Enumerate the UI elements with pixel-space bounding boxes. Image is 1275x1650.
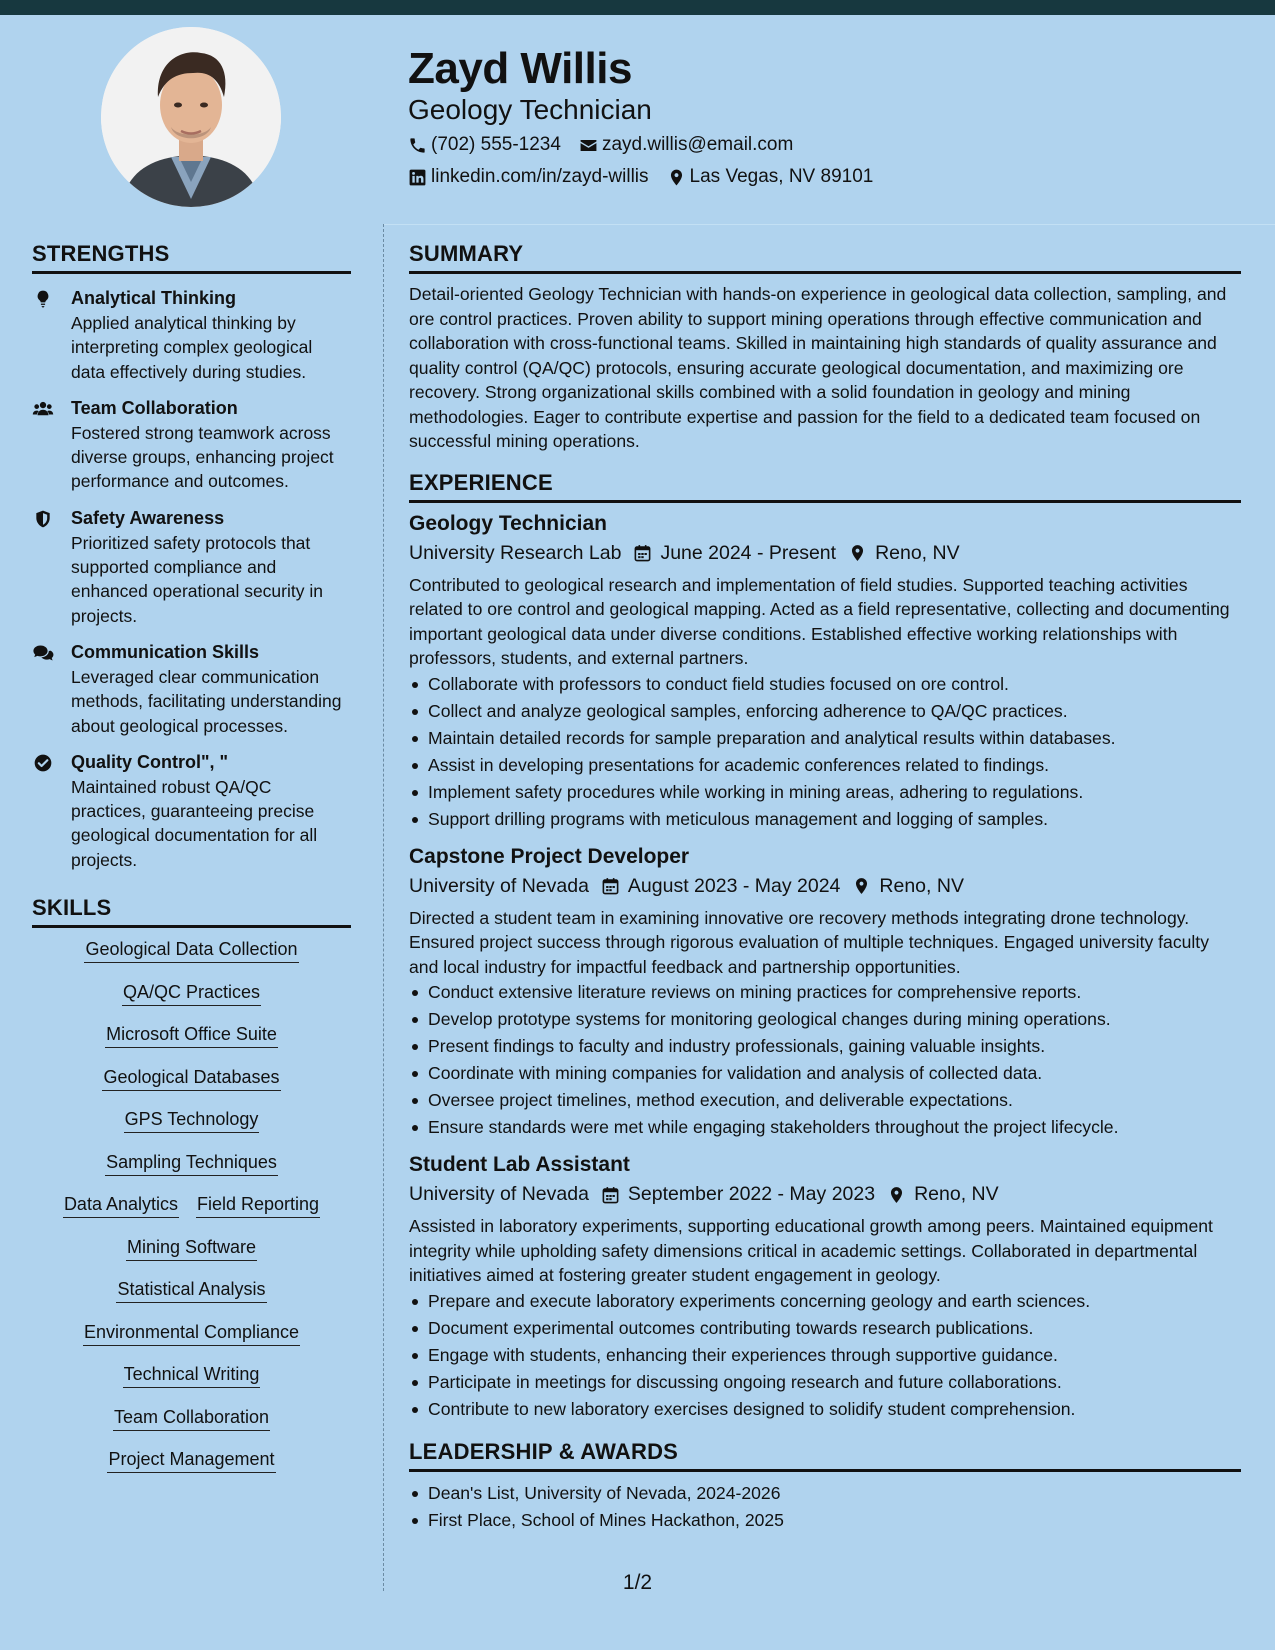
job-location	[848, 542, 960, 565]
map-pin-icon	[852, 876, 871, 896]
top-bar	[0, 0, 1275, 15]
strength-item	[32, 397, 351, 494]
skill-tag: Team Collaboration	[113, 1405, 270, 1431]
skill-tag: Microsoft Office Suite	[105, 1022, 278, 1048]
strength-title: Communication Skills	[71, 641, 260, 662]
job-location	[887, 1183, 999, 1206]
phone-contact[interactable]	[408, 134, 561, 156]
map-pin-icon	[667, 168, 686, 187]
job-bullets	[409, 671, 1241, 833]
job-description: Contributed to geological research and implementation of field studies. Supported teaching activities related to ore control and geological mapping. Acted as a field representative, collecting and documenting important geological data under diverse conditions. Established effective working relationships with professors, students, and external partners.	[409, 574, 1230, 668]
strength-desc: Fostered strong teamwork across diverse groups, enhancing project performance and outcomes.	[71, 422, 334, 492]
bullet-item: Ensure standards were met while engaging stakeholders throughout the project lifecycle.	[409, 1114, 1241, 1141]
left-column	[32, 241, 351, 1490]
skill-tag: Sampling Techniques	[105, 1150, 278, 1176]
skill-tag: GPS Technology	[124, 1107, 260, 1133]
skill-tag: QA/QC Practices	[122, 980, 261, 1006]
email-text: zayd.willis@email.com	[601, 134, 794, 155]
bullet-item: Maintain detailed records for sample preparation and analytical results within databases.	[409, 725, 1241, 752]
job-dates-text: June 2024 - Present	[660, 541, 837, 564]
job-description: Assisted in laboratory experiments, supporting educational growth among peers. Maintained equipment integrity while upholding safety dimensions critical in academic settings. Collaborated in departmental initiatives aimed at fostering greater student engagement in geology.	[409, 1216, 1213, 1285]
job-dates	[601, 1183, 875, 1206]
job-org: University Research Lab	[409, 541, 622, 564]
strength-title: Analytical Thinking	[71, 288, 237, 308]
header-separator	[383, 224, 1275, 225]
linkedin-contact[interactable]	[408, 166, 649, 188]
strength-item	[32, 641, 351, 738]
bullet-item: Collect and analyze geological samples, enforcing adherence to QA/QC practices.	[409, 698, 1241, 725]
skill-tag: Data Analytics	[63, 1192, 179, 1218]
contact-row-2	[408, 166, 891, 188]
bullet-item: Support drilling programs with meticulous management and logging of samples.	[409, 806, 1241, 833]
experience-entry	[409, 845, 1241, 1142]
experience-entry	[409, 1153, 1241, 1423]
strength-title: Safety Awareness	[71, 507, 225, 528]
strength-item	[32, 751, 351, 872]
skill-tag: Project Management	[107, 1447, 275, 1473]
location-text: Las Vegas, NV 89101	[689, 166, 874, 187]
bullet-item: Collaborate with professors to conduct field studies focused on ore control.	[409, 671, 1241, 698]
skill-tag: Technical Writing	[123, 1362, 261, 1388]
job-dates-text: September 2022 - May 2023	[627, 1183, 876, 1205]
check-circle-icon	[32, 753, 54, 773]
calendar-icon	[633, 543, 652, 563]
envelope-icon	[579, 136, 598, 155]
experience-heading: EXPERIENCE	[409, 470, 1241, 503]
experience-entry	[409, 512, 1241, 833]
job-title: Geology Technician	[409, 511, 607, 535]
email-contact[interactable]	[579, 134, 793, 156]
job-dates-text: August 2023 - May 2024	[627, 874, 841, 897]
job-dates	[601, 875, 840, 898]
strength-item	[32, 507, 351, 628]
bullet-item: Develop prototype systems for monitoring geological changes during mining operations.	[409, 1006, 1241, 1033]
avatar-illustration	[101, 27, 281, 207]
job-org: University of Nevada	[409, 1183, 589, 1205]
skills-heading: SKILLS	[32, 895, 351, 928]
lightbulb-icon	[32, 289, 54, 309]
job-bullets	[409, 1288, 1241, 1423]
strength-item	[32, 287, 351, 384]
bullet-item: Conduct extensive literature reviews on mining practices for comprehensive reports.	[409, 979, 1241, 1006]
strength-desc: Applied analytical thinking by interpreting complex geological data effectively during studies.	[71, 313, 313, 382]
strength-title: Quality Control", "	[71, 751, 229, 772]
leadership-heading: LEADERSHIP & AWARDS	[409, 1439, 1241, 1472]
job-description: Directed a student team in examining innovative ore recovery methods integrating drone technology. Ensured project success through rigorous evaluation of multiple techniques. Engaged university faculty and local industry for impactful feedback and partnership opportunities.	[409, 907, 1209, 977]
candidate-name: Zayd Willis	[408, 44, 632, 93]
skill-tag: Mining Software	[126, 1235, 257, 1261]
award-item: Dean's List, University of Nevada, 2024-2026	[409, 1480, 1241, 1507]
page-number: 1/2	[622, 1571, 653, 1594]
linkedin-icon	[408, 168, 427, 187]
job-title: Student Lab Assistant	[409, 1153, 630, 1176]
job-title: Capstone Project Developer	[409, 844, 690, 868]
skills-list	[32, 937, 351, 1473]
skill-tag: Field Reporting	[196, 1192, 320, 1218]
map-pin-icon	[887, 1185, 906, 1205]
map-pin-icon	[848, 543, 867, 563]
job-meta	[409, 1183, 1241, 1206]
right-column	[409, 241, 1241, 1534]
job-meta	[409, 875, 1241, 898]
bullet-item: Coordinate with mining companies for validation and analysis of collected data.	[409, 1060, 1241, 1087]
job-location-text: Reno, NV	[875, 541, 960, 564]
bullet-item: Present findings to faculty and industry professionals, gaining valuable insights.	[409, 1033, 1241, 1060]
job-location	[852, 875, 964, 898]
strengths-heading: STRENGTHS	[32, 241, 351, 274]
bullet-item: Prepare and execute laboratory experiments concerning geology and earth sciences.	[409, 1288, 1241, 1315]
calendar-icon	[601, 1185, 620, 1205]
bullet-item: Document experimental outcomes contributing towards research publications.	[409, 1315, 1241, 1342]
column-divider	[383, 224, 384, 1591]
summary-heading: SUMMARY	[409, 241, 1241, 274]
job-org: University of Nevada	[409, 874, 589, 897]
bullet-item: Implement safety procedures while working in mining areas, adhering to regulations.	[409, 779, 1241, 806]
users-icon	[32, 399, 54, 419]
awards-list	[409, 1480, 1241, 1534]
phone-text: (702) 555-1234	[431, 134, 561, 155]
job-location-text: Reno, NV	[879, 874, 964, 897]
bullet-item: Engage with students, enhancing their experiences through supportive guidance.	[409, 1342, 1241, 1369]
location-contact	[667, 166, 874, 188]
skill-tag: Geological Databases	[102, 1065, 280, 1091]
comments-icon	[32, 643, 54, 663]
skill-tag: Statistical Analysis	[116, 1277, 266, 1303]
bullet-item: Assist in developing presentations for academic conferences related to findings.	[409, 752, 1241, 779]
job-dates	[633, 542, 836, 565]
calendar-icon	[601, 876, 620, 896]
strength-title: Team Collaboration	[71, 397, 238, 418]
shield-icon	[32, 509, 54, 529]
contact-row-1	[408, 134, 811, 156]
strength-desc: Maintained robust QA/QC practices, guaranteeing precise geological documentation for all projects.	[71, 776, 318, 870]
linkedin-text: linkedin.com/in/zayd-willis	[431, 166, 649, 187]
strength-desc: Prioritized safety protocols that supported compliance and enhanced operational security in projects.	[71, 532, 323, 626]
strength-desc: Leveraged clear communication methods, facilitating understanding about geological processes.	[71, 666, 342, 736]
job-location-text: Reno, NV	[914, 1183, 999, 1205]
skill-tag: Geological Data Collection	[84, 937, 298, 963]
phone-icon	[408, 136, 427, 155]
job-bullets	[409, 979, 1241, 1141]
job-meta	[409, 542, 1241, 565]
candidate-title: Geology Technician	[408, 94, 652, 125]
award-item: First Place, School of Mines Hackathon, 2025	[409, 1507, 1241, 1534]
bullet-item: Oversee project timelines, method execution, and deliverable expectations.	[409, 1087, 1241, 1114]
summary-text: Detail-oriented Geology Technician with hands-on experience in geological data collection, sampling, and ore control practices. Proven ability to support mining operations through effective communication and collaboration with cross-functional teams. Skilled in maintaining high standards of quality assurance and quality control (QA/QC) protocols, ensuring accurate geological documentation, and maximizing ore recovery. Strong organizational skills combined with a solid foundation in geology and mining methodologies. Eager to contribute expertise and passion for the field to a dedicated team focused on successful mining operations.	[409, 284, 1227, 451]
bullet-item: Contribute to new laboratory exercises designed to solidify student comprehension.	[409, 1396, 1241, 1423]
profile-photo	[101, 27, 281, 207]
bullet-item: Participate in meetings for discussing ongoing research and future collaborations.	[409, 1369, 1241, 1396]
skill-tag: Environmental Compliance	[83, 1320, 300, 1346]
